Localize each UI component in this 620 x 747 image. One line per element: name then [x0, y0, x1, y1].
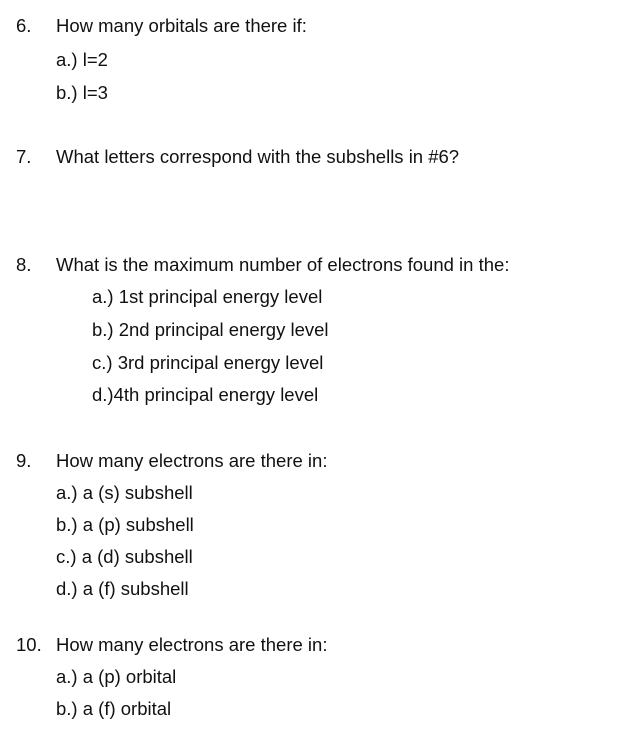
question-text: How many electrons are there in: [56, 634, 328, 655]
question-text: How many electrons are there in: [56, 450, 328, 471]
question-number: 6. [16, 15, 32, 36]
question-number: 9. [16, 450, 32, 471]
question-number: 8. [16, 254, 32, 275]
answer-part: b.) a (f) orbital [56, 698, 172, 719]
answer-part: b.) l=3 [56, 82, 108, 103]
question-text: How many orbitals are there if: [56, 15, 307, 36]
question-number: 10. [16, 634, 42, 655]
answer-part: c.) 3rd principal energy level [92, 352, 324, 373]
answer-part: b.) a (p) subshell [56, 514, 194, 535]
answer-part: c.) a (d) subshell [56, 546, 193, 567]
answer-part: b.) 2nd principal energy level [92, 319, 329, 340]
answer-part: a.) a (p) orbital [56, 666, 177, 687]
answer-part: d.)4th principal energy level [92, 384, 319, 405]
answer-part: a.) 1st principal energy level [92, 286, 323, 307]
answer-part: a.) a (s) subshell [56, 482, 193, 503]
answer-part: d.) a (f) subshell [56, 578, 189, 599]
question-text: What letters correspond with the subshells in #6? [56, 146, 460, 167]
answer-part: a.) l=2 [56, 49, 108, 70]
question-text: What is the maximum number of electrons found in the: [56, 254, 510, 275]
question-number: 7. [16, 146, 32, 167]
